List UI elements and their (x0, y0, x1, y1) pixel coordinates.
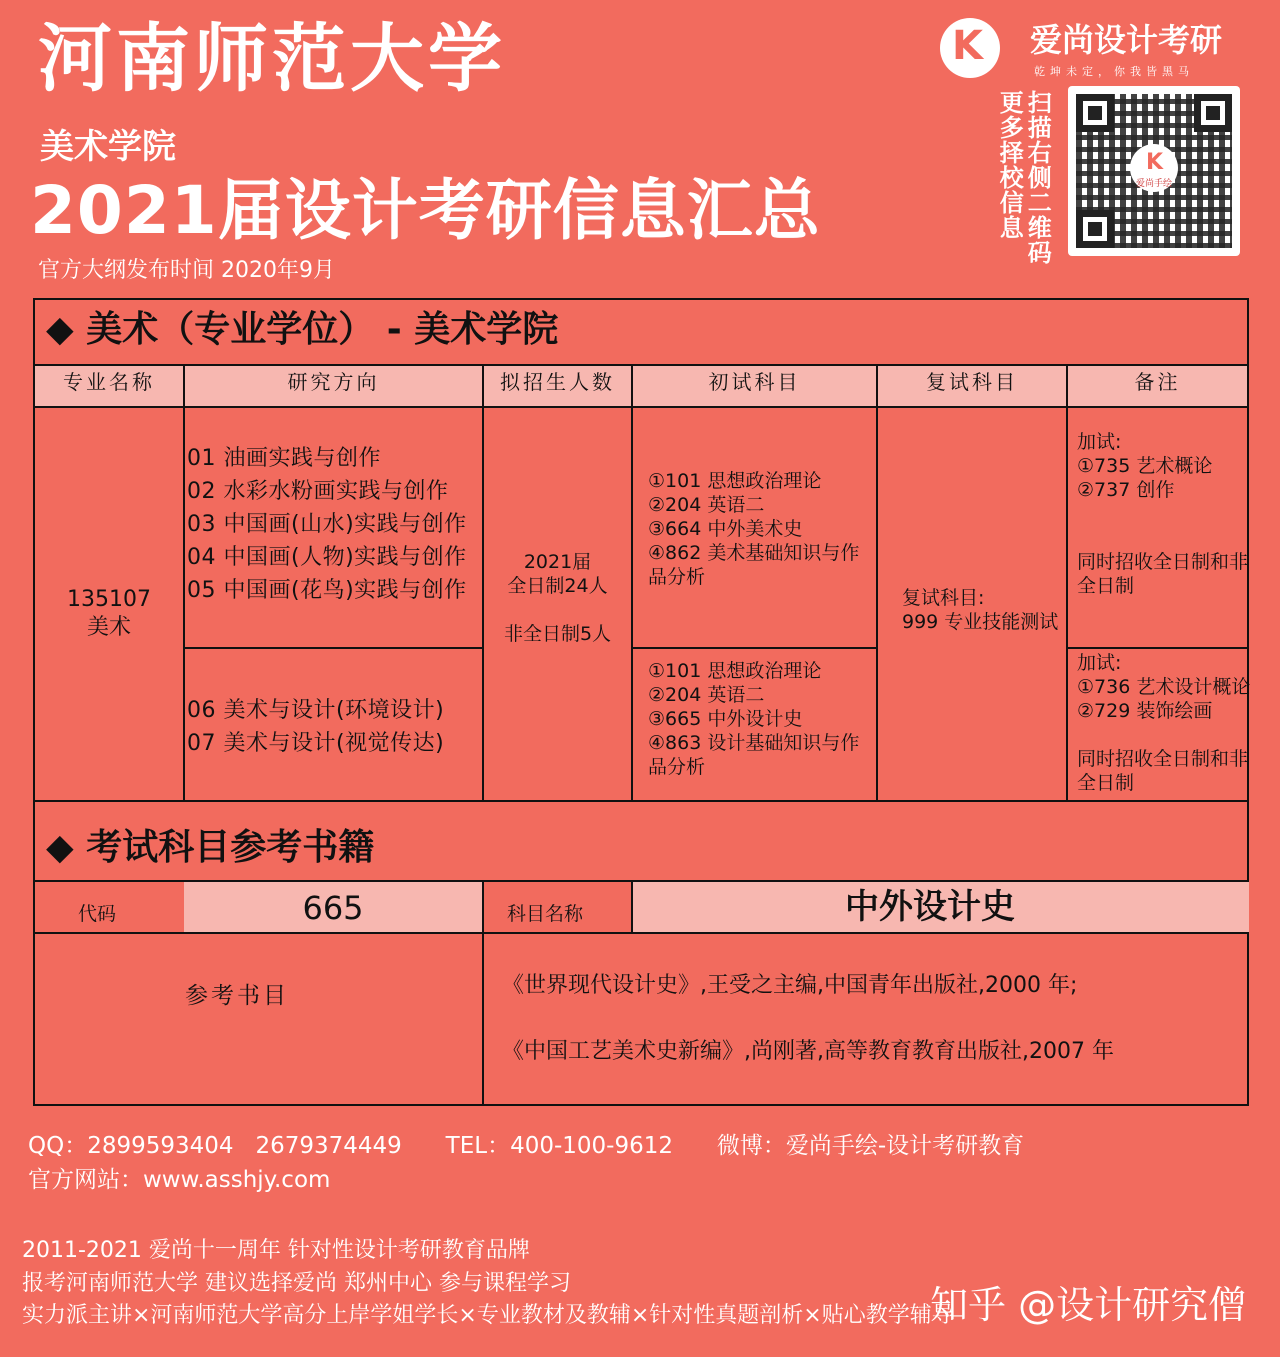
notes-extra-label: 加试: (1077, 431, 1122, 453)
list-item: ④862 美术基础知识与作 (648, 542, 860, 564)
contact-info: QQ：2899593404 2679374449 TEL：400-100-9612 微博：爱尚手绘-设计考研教育 (28, 1133, 1025, 1159)
university-title: 河南师范大学 (38, 16, 506, 102)
qr-center-logo: K 爱尚手绘 (1130, 144, 1178, 192)
enrollment-year: 2021届 (523, 551, 592, 573)
list-item: 05 中国画(花鸟)实践与创作 (187, 578, 467, 603)
col-header-notes: 备注 (1134, 370, 1181, 394)
brand-slogan: 乾坤未定，你我皆黑马 (1034, 65, 1194, 78)
col-header-initial-exam: 初试科目 (708, 370, 801, 394)
scan-hint-2: 更多择校信息 (995, 90, 1024, 240)
col-header-enrollment: 拟招生人数 (500, 370, 615, 394)
notes-a (1077, 430, 1248, 598)
list-item: 03 中国画(山水)实践与创作 (187, 512, 467, 537)
list-item: 06 美术与设计(环境设计) (187, 698, 445, 723)
footer-line-1: 2011-2021 爱尚十一周年 针对性设计考研教育品牌 (22, 1238, 530, 1263)
section-heading-books: ◆ 考试科目参考书籍 (46, 827, 375, 868)
qr-code[interactable] (1068, 86, 1240, 256)
qr-finder-icon (1076, 94, 1114, 132)
website-link[interactable]: 官方网站：www.asshjy.com (28, 1167, 331, 1193)
directions-group-a (187, 442, 467, 607)
scan-hint-1: 扫描右侧二维码 (1023, 90, 1052, 265)
enrollment-parttime: 非全日制5人 (503, 623, 612, 645)
notes-remark: 全日制 (1077, 575, 1135, 597)
subject-label: 科目名称 (507, 903, 584, 925)
directions-group-b (187, 694, 444, 760)
list-item: 04 中国画(人物)实践与创作 (187, 545, 467, 570)
section-heading-major: ◆ 美术（专业学位） - 美术学院 (46, 309, 559, 350)
subject-value: 中外设计史 (845, 887, 1015, 927)
footer-line-2: 报考河南师范大学 建议选择爱尚 郑州中心 参与课程学习 (22, 1271, 571, 1296)
notes-extra-label: 加试: (1077, 652, 1122, 674)
col-header-direction: 研究方向 (287, 370, 380, 394)
retest-cell (902, 586, 1058, 634)
list-item: 01 油画实践与创作 (187, 446, 381, 471)
enrollment-fulltime: 全日制24人 (507, 575, 608, 597)
list-item: ②737 创作 (1077, 479, 1175, 501)
list-item: ②204 英语二 (648, 494, 765, 516)
list-item: ①735 艺术概论 (1077, 455, 1213, 477)
notes-remark: 全日制 (1077, 772, 1135, 794)
list-item: 品分析 (648, 566, 706, 588)
zhihu-watermark: 知乎 @设计研究僧 (930, 1283, 1247, 1327)
col-header-major: 专业名称 (63, 370, 155, 394)
exam-subjects-b (648, 659, 859, 779)
list-item: 07 美术与设计(视觉传达) (187, 731, 445, 756)
notes-remark: 同时招收全日制和非 (1077, 748, 1249, 770)
col-header-retest: 复试科目 (926, 370, 1018, 394)
ref-books-label: 参考书目 (185, 983, 289, 1009)
enrollment-cell (484, 550, 631, 646)
release-date: 官方大纲发布时间 2020年9月 (38, 258, 335, 283)
list-item: ①101 思想政治理论 (648, 660, 822, 682)
list-item: ③664 中外美术史 (648, 518, 803, 540)
list-item: ③665 中外设计史 (648, 708, 803, 730)
list-item: ①101 思想政治理论 (648, 470, 822, 492)
qr-finder-icon (1076, 210, 1114, 248)
list-item: 品分析 (648, 756, 706, 778)
list-item: ①736 艺术设计概论 (1077, 676, 1251, 698)
major-cell (35, 586, 183, 642)
notes-b (1077, 651, 1250, 795)
book-item: 《中国工艺美术史新编》,尚刚著,高等教育教育出版社,2007 年 (502, 1039, 1114, 1064)
list-item: ②729 装饰绘画 (1077, 700, 1213, 722)
brand-logo-icon: K (940, 18, 1000, 78)
retest-label: 复试科目: (902, 587, 985, 609)
book-item: 《世界现代设计史》,王受之主编,中国青年出版社,2000 年; (502, 973, 1078, 998)
code-value: 665 (302, 889, 364, 927)
major-name: 美术 (86, 615, 131, 640)
list-item: ②204 英语二 (648, 684, 765, 706)
exam-subjects-a (648, 469, 859, 589)
page-title: 2021届设计考研信息汇总 (30, 172, 821, 249)
brand-name: 爱尚设计考研 (1030, 21, 1223, 59)
code-label: 代码 (78, 903, 117, 925)
footer-line-3: 实力派主讲×河南师范大学高分上岸学姐学长×专业教材及教辅×针对性真题剖析×贴心教学辅导 (22, 1303, 954, 1328)
list-item: 02 水彩水粉画实践与创作 (187, 479, 449, 504)
major-code: 135107 (67, 587, 151, 612)
notes-remark: 同时招收全日制和非 (1077, 551, 1249, 573)
qr-finder-icon (1194, 94, 1232, 132)
college-title: 美术学院 (40, 127, 176, 167)
list-item: ④863 设计基础知识与作 (648, 732, 860, 754)
retest-value: 999 专业技能测试 (902, 611, 1059, 633)
